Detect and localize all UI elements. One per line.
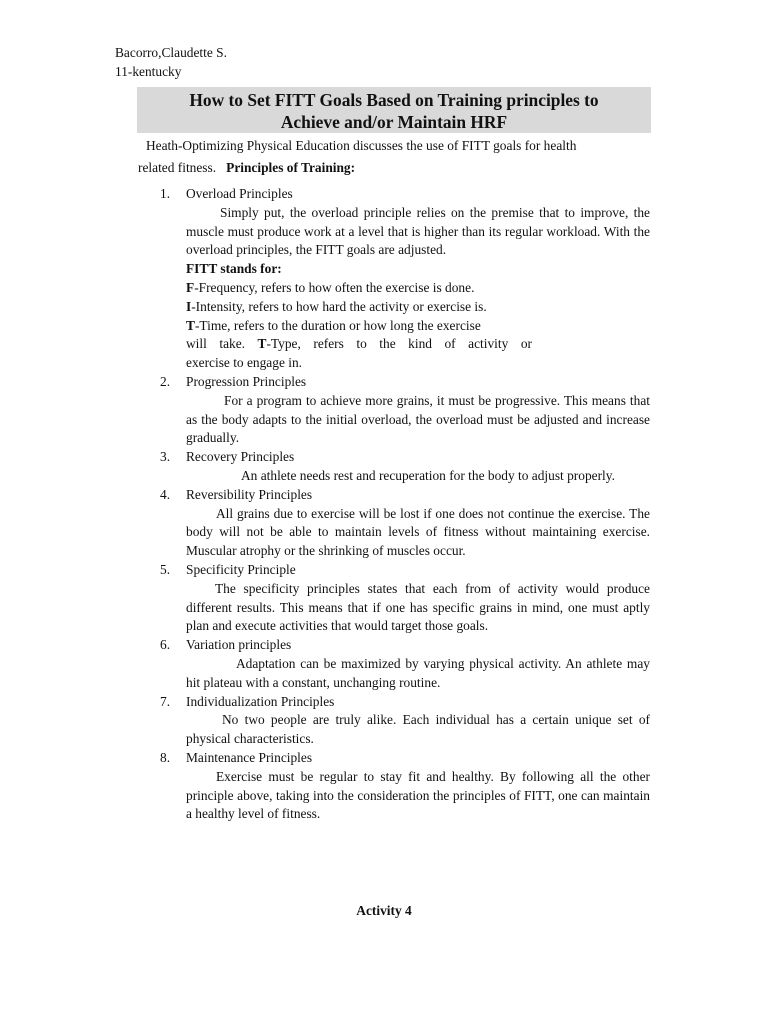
list-item [160, 693, 650, 749]
list-number: 2. [160, 373, 171, 389]
fitt-heading: FITT stands for: [186, 261, 282, 277]
principle-title: Individualization Principles [186, 693, 335, 709]
student-name: Bacorro,Claudette S. [115, 45, 227, 60]
fitt-time: T-Time, refers to the duration or how long the exercise [186, 317, 481, 333]
student-section: 11-kentucky [115, 64, 182, 79]
principle-text: No two people are truly alike. Each individual has a certain unique set of physical characteristics. [186, 712, 650, 747]
list-item [160, 486, 650, 561]
list-number: 6. [160, 637, 171, 653]
principle-title: Progression Principles [186, 373, 307, 389]
list-item [160, 749, 650, 824]
list-number: 1. [160, 186, 171, 201]
document-title [137, 87, 651, 133]
intro-paragraph [138, 135, 648, 179]
principle-title: Variation principles [186, 637, 292, 653]
principle-text: All grains due to exercise will be lost if one does not continue the exercise. The body will not be able to maintain levels of fitness without maintaining exercise. Muscular atrophy or the shrinking of muscles occur. [186, 505, 650, 559]
list-item [160, 561, 650, 636]
fitt-frequency: F-Frequency, refers to how often the exercise is done. [186, 279, 475, 295]
list-number: 7. [160, 693, 171, 709]
fitt-intensity: I-Intensity, refers to how hard the activity or exercise is. [186, 298, 487, 314]
fitt-definition [186, 260, 532, 373]
principle-title: Reversibility Principles [186, 486, 313, 502]
list-number: 5. [160, 561, 171, 577]
list-number: 3. [160, 449, 171, 465]
principle-text: Exercise must be regular to stay fit and healthy. By following all the other principle above, taking into the consideration the principles of FITT, one can maintain a healthy level of fitness. [186, 768, 650, 822]
principle-title: Maintenance Principles [186, 749, 313, 765]
list-number: 8. [160, 749, 171, 765]
list-number: 4. [160, 486, 171, 502]
title-line-2: Achieve and/or Maintain HRF [280, 112, 508, 132]
list-item [160, 636, 650, 692]
principle-text: For a program to achieve more grains, it must be progressive. This means that as the body adapts to the initial overload, the overload must be adjusted and increase gradually. [186, 392, 650, 446]
principle-title: Recovery Principles [186, 449, 295, 465]
principles-list [160, 185, 650, 824]
intro-bold-heading: Principles of Training: [226, 160, 356, 175]
list-item [160, 185, 650, 373]
fitt-type-cont: exercise to engage in. [186, 355, 302, 371]
intro-line-2 [138, 157, 648, 179]
fitt-type: will take. T-Type, refers to the kind of activity or [186, 336, 532, 352]
intro-line-1: Heath-Optimizing Physical Education discusses the use of FITT goals for health [146, 138, 577, 153]
principle-text: The specificity principles states that each from of activity would produce different results. This means that if one has specific grains in mind, one must aptly plan and execute activities that would target those goals. [186, 580, 650, 634]
principle-title: Overload Principles [186, 186, 293, 201]
title-line-1: How to Set FITT Goals Based on Training principles to [189, 90, 599, 110]
principle-text: Simply put, the overload principle relies on the premise that to improve, the muscle must produce work at a level that is higher than its regular workload. With the overload principles, the FITT goals are adjusted. [186, 204, 650, 258]
list-item [160, 373, 650, 448]
list-item [160, 448, 650, 486]
intro-text: related fitness. [138, 160, 217, 175]
author-header [115, 43, 227, 81]
principle-text: An athlete needs rest and recuperation for the body to adjust properly. [241, 467, 615, 483]
principle-text: Adaptation can be maximized by varying physical activity. An athlete may hit plateau with a constant, unchanging routine. [186, 655, 650, 690]
principle-title: Specificity Principle [186, 561, 296, 577]
activity-heading: Activity 4 [356, 903, 412, 918]
